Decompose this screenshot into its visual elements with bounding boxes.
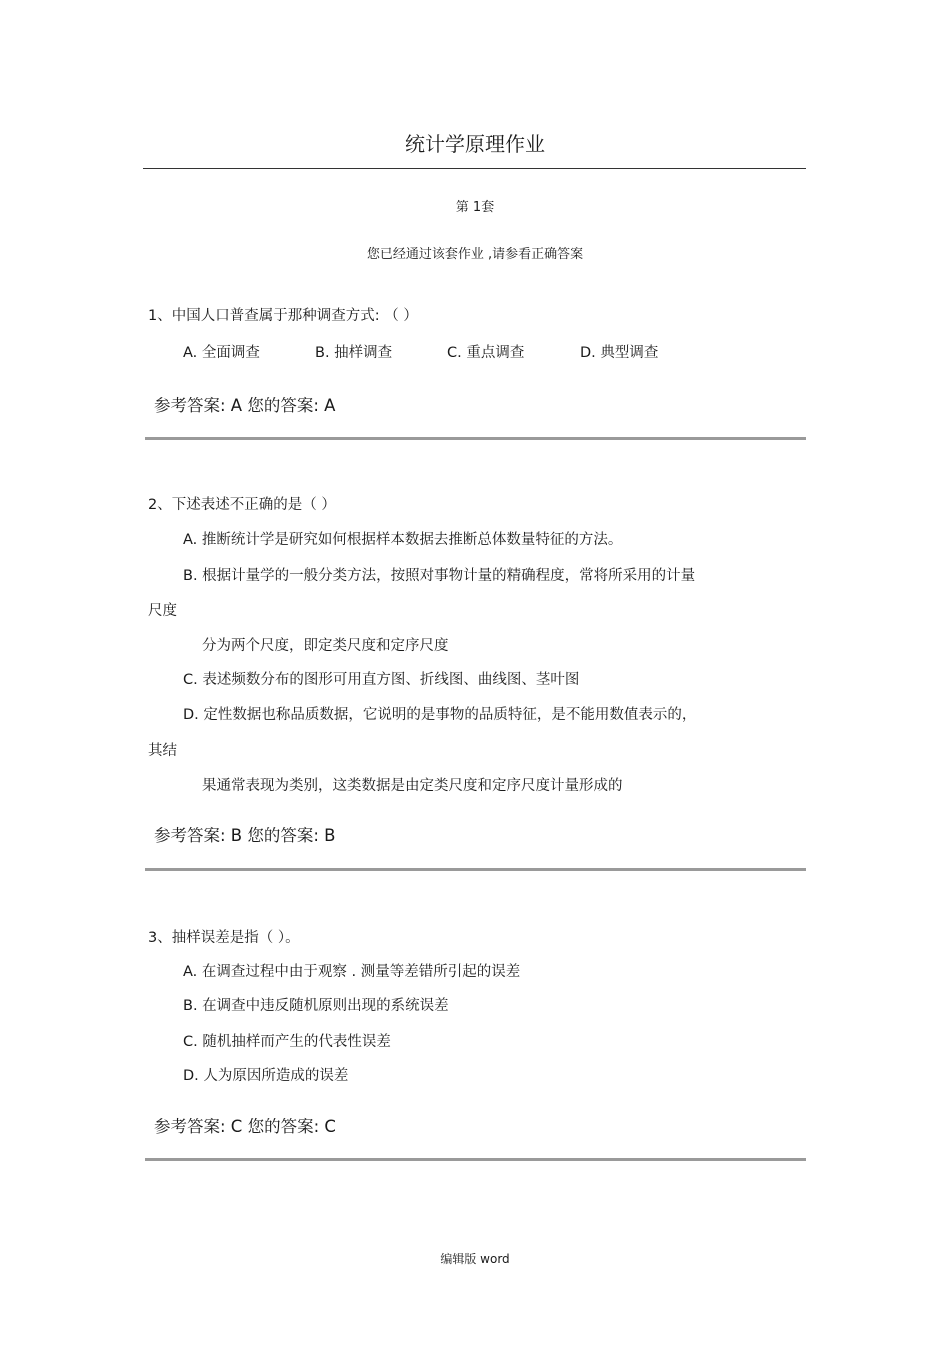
question-1-stem: 1、中国人口普查属于那种调查方式: （ ）: [148, 308, 418, 324]
question-1-option-c: C. 重点调查: [447, 345, 525, 361]
question-2-line: 果通常表现为类别，这类数据是由定类尺度和定序尺度计量形成的: [202, 778, 623, 794]
question-3-line: D. 人为原因所造成的误差: [183, 1068, 349, 1084]
question-2-divider: [145, 868, 806, 871]
question-2-line: 其结: [148, 743, 177, 759]
question-2-answer: 参考答案: B 您的答案: B: [154, 826, 336, 845]
question-1-answer: 参考答案: A 您的答案: A: [154, 396, 336, 415]
question-3-line: B. 在调查中违反随机原则出现的系统误差: [183, 998, 449, 1014]
question-2-line: 尺度: [148, 603, 177, 619]
question-2-line: C. 表述频数分布的图形可用直方图、折线图、曲线图、茎叶图: [183, 672, 580, 688]
question-3-stem: 3、抽样误差是指（ ）。: [148, 930, 300, 946]
question-3-divider: [145, 1158, 806, 1161]
question-1-option-b: B. 抽样调查: [315, 345, 393, 361]
question-2-line: D. 定性数据也称品质数据，它说明的是事物的品质特征，是不能用数值表示的，: [183, 707, 697, 723]
question-2-line: B. 根据计量学的一般分类方法，按照对事物计量的精确程度，常将所采用的计量: [183, 568, 696, 584]
question-1-divider: [145, 437, 806, 440]
question-3-line: C. 随机抽样而产生的代表性误差: [183, 1034, 391, 1050]
set-label: 第 1套: [455, 200, 495, 215]
question-1-option-a: A. 全面调查: [183, 345, 260, 361]
title-divider: [143, 168, 806, 169]
question-1-option-d: D. 典型调查: [580, 345, 659, 361]
question-3-line: A. 在调查过程中由于观察 . 测量等差错所引起的误差: [183, 964, 521, 980]
question-2-line: 分为两个尺度，即定类尺度和定序尺度: [202, 638, 449, 654]
page-title: 统计学原理作业: [405, 132, 545, 156]
question-3-answer: 参考答案: C 您的答案: C: [154, 1117, 336, 1136]
page-footer: 编辑版 word: [440, 1252, 510, 1266]
question-2-stem: 2、下述表述不正确的是（ ）: [148, 497, 336, 513]
status-message: 您已经通过该套作业 ,请参看正确答案: [366, 247, 584, 262]
question-2-line: A. 推断统计学是研究如何根据样本数据去推断总体数量特征的方法。: [183, 532, 623, 548]
